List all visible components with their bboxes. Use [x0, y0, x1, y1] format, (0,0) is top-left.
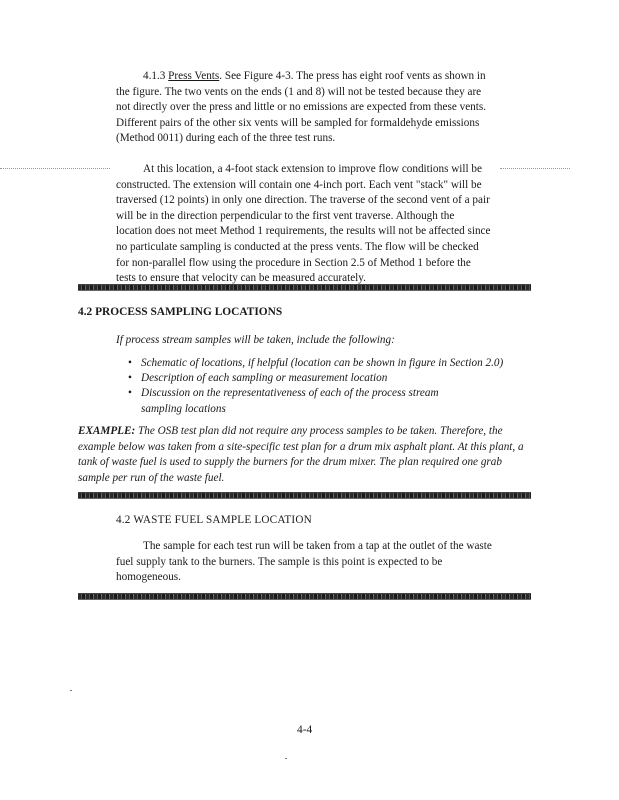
- subheading-waste-fuel: 4.2 WASTE FUEL SAMPLE LOCATION: [116, 514, 312, 526]
- scan-speck: [285, 758, 287, 759]
- paragraph-press-vents-body: . See Figure 4-3. The press has eight roof vents as shown in the figure. The two vents on the ends (1 and 8) will not be tested because they are not directly over the press and little or no emissions are expected from these vents. Different pairs of the other six vents will be sampled for formaldehyde emissions (Method 0011) during each of the three test runs.: [116, 70, 487, 145]
- bullet-icon: •: [128, 387, 132, 400]
- scan-speck: [70, 690, 72, 691]
- example-body: The OSB test plan did not require any process samples to be taken. Therefore, the example below was taken from a site-specific test plan for a drum mix asphalt plant. At this plant, a tank of waste fuel is used to supply the burners for the drum mixer. The plan required one grab sample per run of the waste fuel.: [78, 425, 524, 484]
- scan-artifact-left: [0, 168, 110, 170]
- subsection-number: 4.1.3: [143, 70, 169, 82]
- divider-rule-3: [78, 593, 531, 600]
- bullet-icon: •: [128, 372, 132, 385]
- divider-rule-1: [78, 284, 531, 291]
- list-item: • Schematic of locations, if helpful (location can be shown in figure in Section 2.0): [128, 356, 528, 371]
- bullet-icon: •: [128, 357, 132, 369]
- divider-rule-2: [78, 492, 531, 499]
- list-item: • Discussion on the representativeness of each of the process stream sampling locations: [128, 387, 439, 415]
- paragraph-stack-extension: At this location, a 4-foot stack extension to improve flow conditions will be constructed. The extension will contain one 4-inch port. Each vent "stack" will be traversed (12 points) in only one direction. The traverse of the second vent of a pair will be in the direction perpendicular to the first vent traverse. Although the location does not meet Method 1 requirements, the results will not be affected since no particulate sampling is conducted at the press vents. The flow will be checked for non-parallel flow using the procedure in Section 2.5 of Method 1 before the tests to ensure that velocity can be measured accurately.: [116, 163, 491, 285]
- list-item: • Description of each sampling or measurement location: [128, 371, 528, 386]
- page-number: 4-4: [297, 724, 313, 736]
- bullet-list: [128, 356, 528, 417]
- instruction-text: If process stream samples will be taken, include the following:: [116, 334, 395, 346]
- subsection-title: Press Vents: [168, 70, 220, 82]
- example-paragraph: [78, 424, 530, 486]
- scan-artifact-right: [500, 168, 570, 170]
- example-label: EXAMPLE:: [78, 425, 136, 437]
- paragraph-waste-fuel: The sample for each test run will be taken from a tap at the outlet of the waste fuel supply tank to the burners. The sample is this point is expected to be homogeneous.: [116, 540, 492, 584]
- paragraph-press-vents: [116, 69, 492, 147]
- section-heading-process-sampling: 4.2 PROCESS SAMPLING LOCATIONS: [78, 306, 283, 318]
